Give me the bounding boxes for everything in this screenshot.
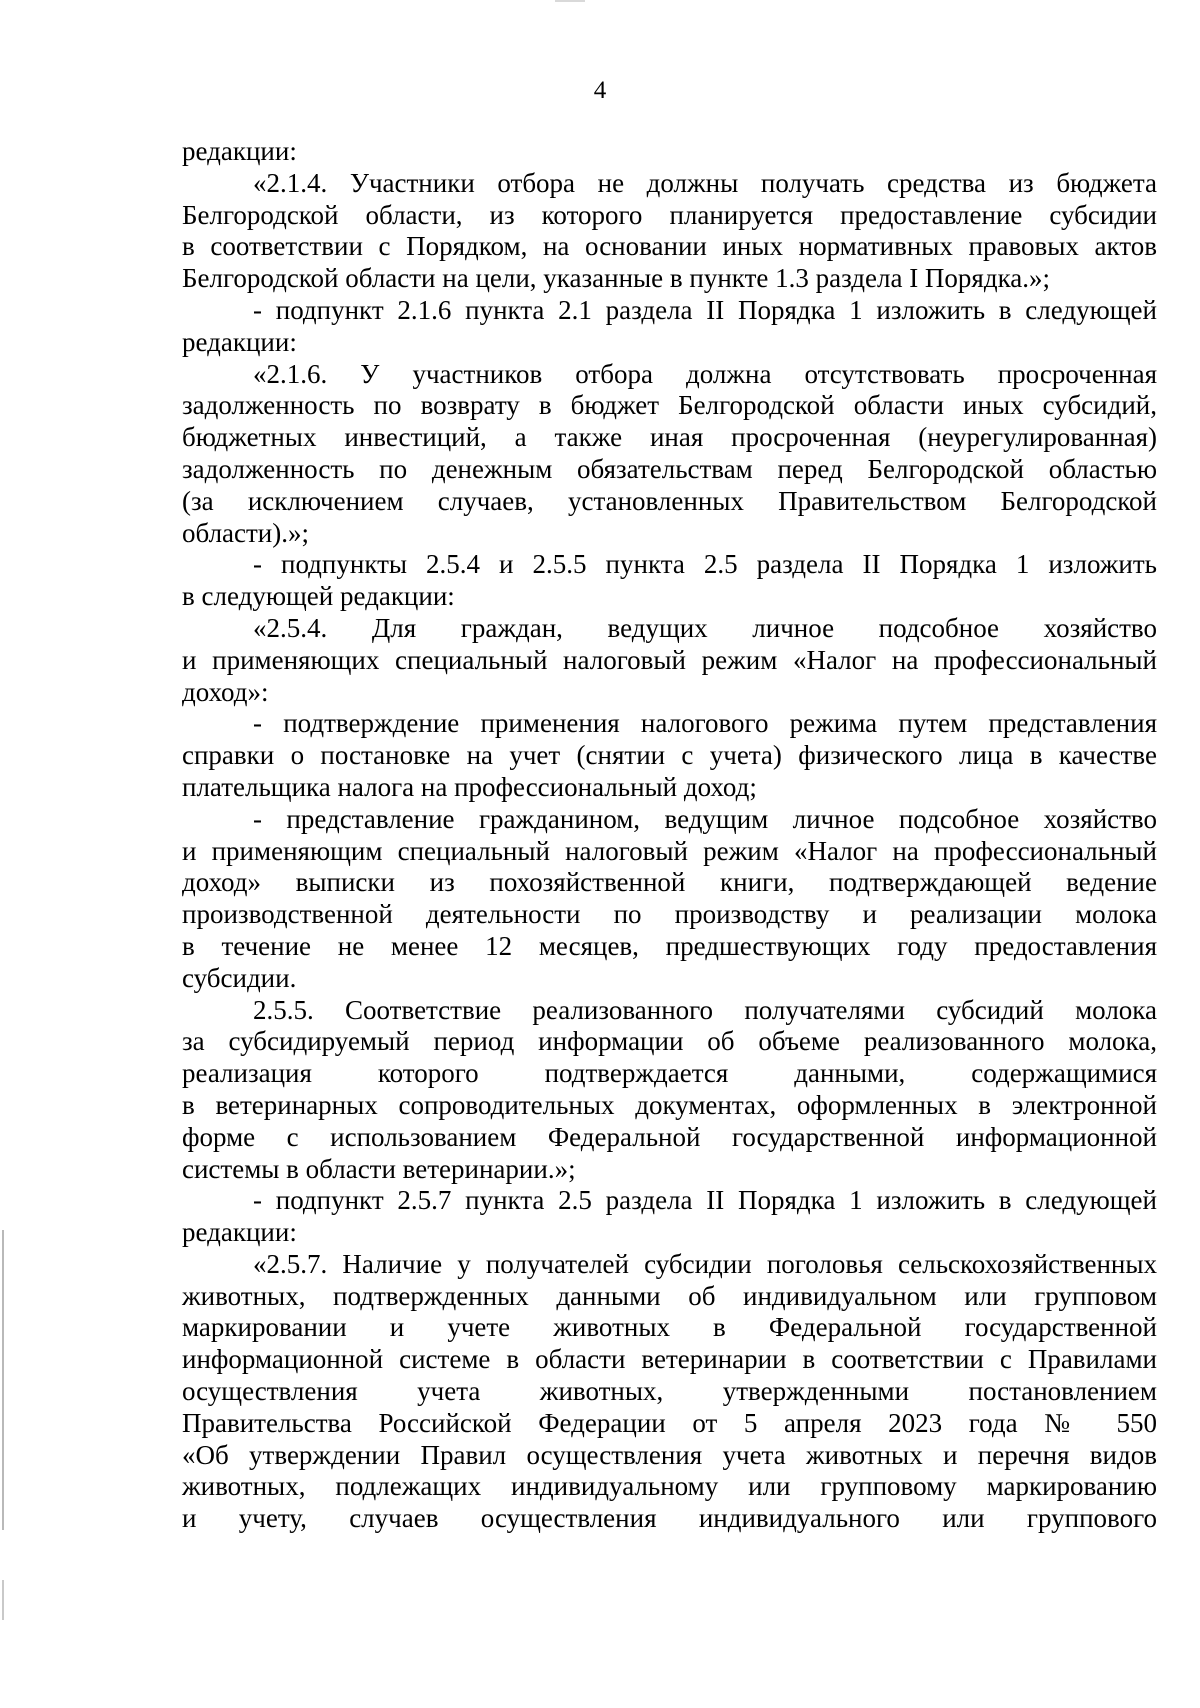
text-line: «2.5.4. Для граждан, ведущих личное подсобное хозяйство xyxy=(253,612,1157,643)
text-line: плательщика налога на профессиональный доход; xyxy=(182,771,757,802)
text-line: маркировании и учете животных в Федеральной государственной xyxy=(182,1312,1157,1343)
document-body xyxy=(182,136,1157,1535)
text-line: «2.5.7. Наличие у получателей субсидии поголовья сельскохозяйственных xyxy=(253,1248,1157,1279)
text-line: и учету, случаев осуществления индивидуального или группового xyxy=(182,1503,1157,1534)
text-line: «Об утверждении Правил осуществления учета животных и перечня видов xyxy=(182,1439,1157,1470)
text-line: Правительства Российской Федерации от 5 апреля 2023 года № 550 xyxy=(182,1407,1157,1438)
text-line: производственной деятельности по производству и реализации молока xyxy=(182,899,1157,930)
text-line: в соответствии с Порядком, на основании иных нормативных правовых актов xyxy=(182,231,1157,262)
text-line: области).»; xyxy=(182,517,309,548)
scan-edge-mark xyxy=(2,1580,4,1620)
text-line: справки о постановке на учет (снятии с учета) физического лица в качестве xyxy=(182,740,1157,771)
text-line: «2.1.4. Участники отбора не должны получать средства из бюджета xyxy=(253,167,1157,198)
text-line: реализация которого подтверждается данными, содержащимися xyxy=(182,1058,1157,1089)
text-line: редакции: xyxy=(182,136,297,166)
text-line: - подпункт 2.1.6 пункта 2.1 раздела II Порядка 1 изложить в следующей xyxy=(253,294,1157,325)
text-line: «2.1.6. У участников отбора должна отсутствовать просроченная xyxy=(253,358,1157,389)
text-line: и применяющим специальный налоговый режим «Налог на профессиональный xyxy=(182,835,1157,866)
text-line: задолженность по денежным обязательствам перед Белгородской областью xyxy=(182,453,1157,484)
text-line: (за исключением случаев, установленных Правительством Белгородской xyxy=(182,485,1157,516)
text-line: редакции: xyxy=(182,326,297,357)
text-line: информационной системе в области ветеринарии в соответствии с Правилами xyxy=(182,1344,1157,1375)
text-line: задолженность по возврату в бюджет Белгородской области иных субсидий, xyxy=(182,390,1157,421)
text-line: - подпункты 2.5.4 и 2.5.5 пункта 2.5 раздела II Порядка 1 изложить xyxy=(253,549,1157,580)
text-line: в следующей редакции: xyxy=(182,581,455,612)
text-line: системы в области ветеринарии.»; xyxy=(182,1153,576,1184)
text-line: животных, подлежащих индивидуальному или групповому маркированию xyxy=(182,1471,1157,1502)
scan-edge-mark xyxy=(2,1230,4,1530)
scan-edge-mark xyxy=(555,0,585,2)
text-line: доход» выписки из похозяйственной книги, подтверждающей ведение xyxy=(182,867,1157,898)
text-line: за субсидируемый период информации об объеме реализованного молока, xyxy=(182,1026,1157,1057)
page-number: 4 xyxy=(593,77,607,104)
text-line: редакции: xyxy=(182,1217,297,1248)
text-line: субсидии. xyxy=(182,962,297,993)
text-line: бюджетных инвестиций, а также иная просроченная (неурегулированная) xyxy=(182,422,1157,453)
text-line: 2.5.5. Соответствие реализованного получателями субсидий молока xyxy=(253,994,1157,1025)
text-line: в течение не менее 12 месяцев, предшествующих году предоставления xyxy=(182,930,1157,961)
text-line: - подпункт 2.5.7 пункта 2.5 раздела II Порядка 1 изложить в следующей xyxy=(253,1185,1157,1216)
text-line: - подтверждение применения налогового режима путем представления xyxy=(253,708,1157,739)
text-line: - представление гражданином, ведущим личное подсобное хозяйство xyxy=(253,803,1157,834)
text-line: Белгородской области на цели, указанные в пункте 1.3 раздела I Порядка.»; xyxy=(182,263,1051,294)
text-line: осуществления учета животных, утвержденными постановлением xyxy=(182,1376,1157,1407)
text-line: доход»: xyxy=(182,676,269,707)
text-line: животных, подтвержденных данными об индивидуальном или групповом xyxy=(182,1280,1157,1311)
text-line: форме с использованием Федеральной государственной информационной xyxy=(182,1121,1157,1152)
text-line: Белгородской области, из которого планируется предоставление субсидии xyxy=(182,199,1157,230)
text-line: в ветеринарных сопроводительных документах, оформленных в электронной xyxy=(182,1089,1157,1120)
text-line: и применяющих специальный налоговый режим «Налог на профессиональный xyxy=(182,644,1157,675)
